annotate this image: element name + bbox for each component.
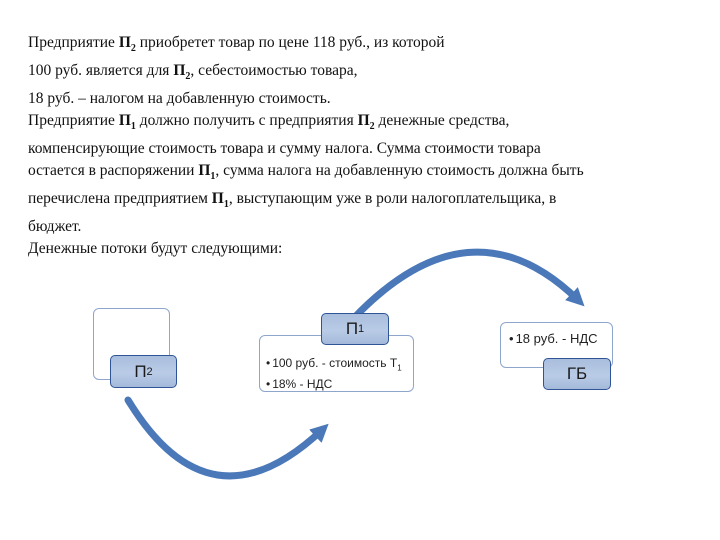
arrow-p2-to-p1: [128, 400, 322, 476]
p1-item-vat: • 18% - НДС: [266, 376, 402, 393]
gb-label: ГБ: [566, 364, 588, 383]
text-line-4: Предприятие $П_1$ должно получить с предприятия $П_2$ денежные средства,: [28, 112, 510, 133]
text-line-2: 100 руб. является для $П_2$, себестоимостью товара,: [28, 62, 358, 83]
text-line-9: Денежные потоки будут следующими:: [28, 240, 283, 258]
text-line-1: Предприятие $П_2$ приобретет товар по цене 118 руб., из которой: [28, 34, 445, 55]
p1-label-sub: 1: [358, 323, 365, 335]
text-line-5: компенсирующие стоимость товара и сумму налога. Сумма стоимости товара: [28, 140, 541, 158]
gb-items: [509, 330, 598, 347]
text-line-3: 18 руб. – налогом на добавленную стоимость.: [28, 90, 331, 108]
text-line-8: бюджет.: [28, 218, 82, 236]
p2-node: [110, 355, 177, 388]
text-line-7: перечислена предприятием $П_1$, выступающим уже в роли налогоплательщика, в: [28, 190, 557, 211]
gb-node: [543, 358, 611, 390]
gb-item-vat: • 18 руб. - НДС: [509, 330, 598, 347]
arrow-p1-to-gb: [352, 252, 578, 320]
text-line-6: остается в распоряжении $П_1$, сумма налога на добавленную стоимость должна быть: [28, 162, 584, 183]
p1-item-cost: • 100 руб. - стоимость $Т_1$: [266, 355, 402, 376]
p1-items: [266, 355, 402, 393]
p1-node: [321, 313, 389, 345]
p1-label: П: [345, 319, 359, 338]
p2-label: П: [134, 361, 147, 381]
p2-label-sub: 2: [146, 365, 153, 378]
